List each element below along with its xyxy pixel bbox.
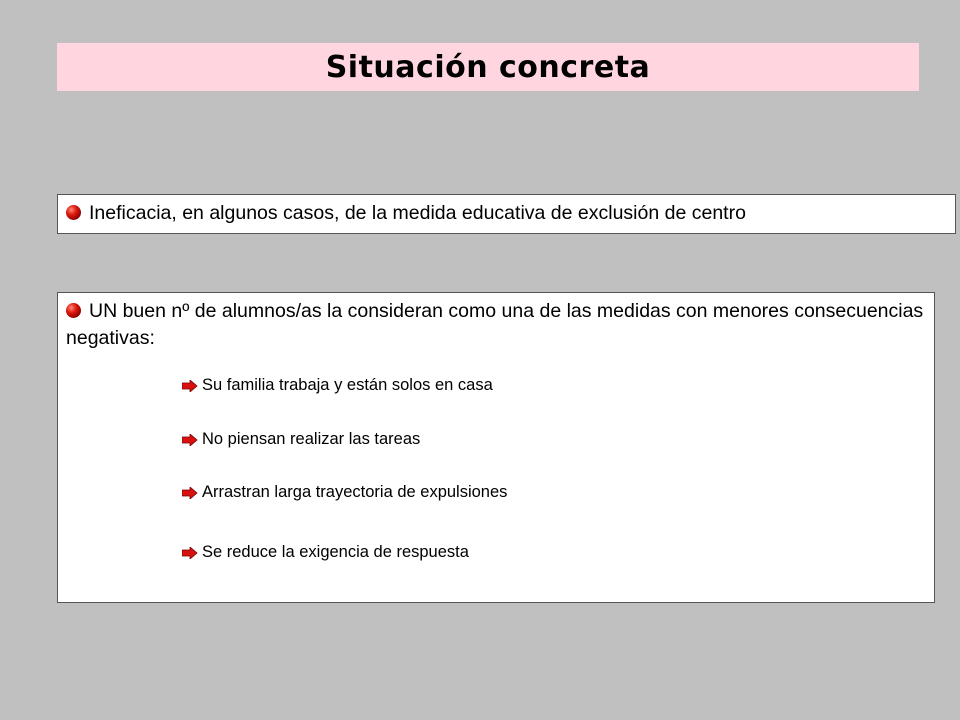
- red-arrow-icon: [182, 434, 198, 446]
- point-1-text: Ineficacia, en algunos casos, de la medida educativa de exclusión de centro: [89, 202, 746, 224]
- red-arrow-icon: [182, 380, 198, 392]
- red-ball-icon: [66, 205, 81, 220]
- slide-title: Situación concreta: [325, 49, 651, 85]
- point-1: [66, 202, 746, 225]
- point-box-1: [57, 194, 956, 234]
- point-box-2: [57, 292, 935, 603]
- sub-point-text: Se reduce la exigencia de respuesta: [202, 543, 469, 561]
- point-2-text: UN buen nº de alumnos/as la consideran como una de las medidas con menores consecuencias negativas:: [66, 300, 924, 349]
- red-ball-icon: [66, 303, 81, 318]
- red-arrow-icon: [182, 487, 198, 499]
- sub-point: [182, 430, 420, 449]
- point-2: [66, 298, 926, 352]
- red-arrow-icon: [182, 547, 198, 559]
- sub-point: [182, 376, 493, 395]
- sub-point: [182, 483, 507, 502]
- sub-point-text: Arrastran larga trayectoria de expulsiones: [202, 483, 508, 501]
- title-band: [57, 43, 919, 91]
- sub-point-text: Su familia trabaja y están solos en casa: [202, 376, 493, 394]
- sub-point: [182, 543, 469, 562]
- sub-point-text: No piensan realizar las tareas: [202, 430, 421, 448]
